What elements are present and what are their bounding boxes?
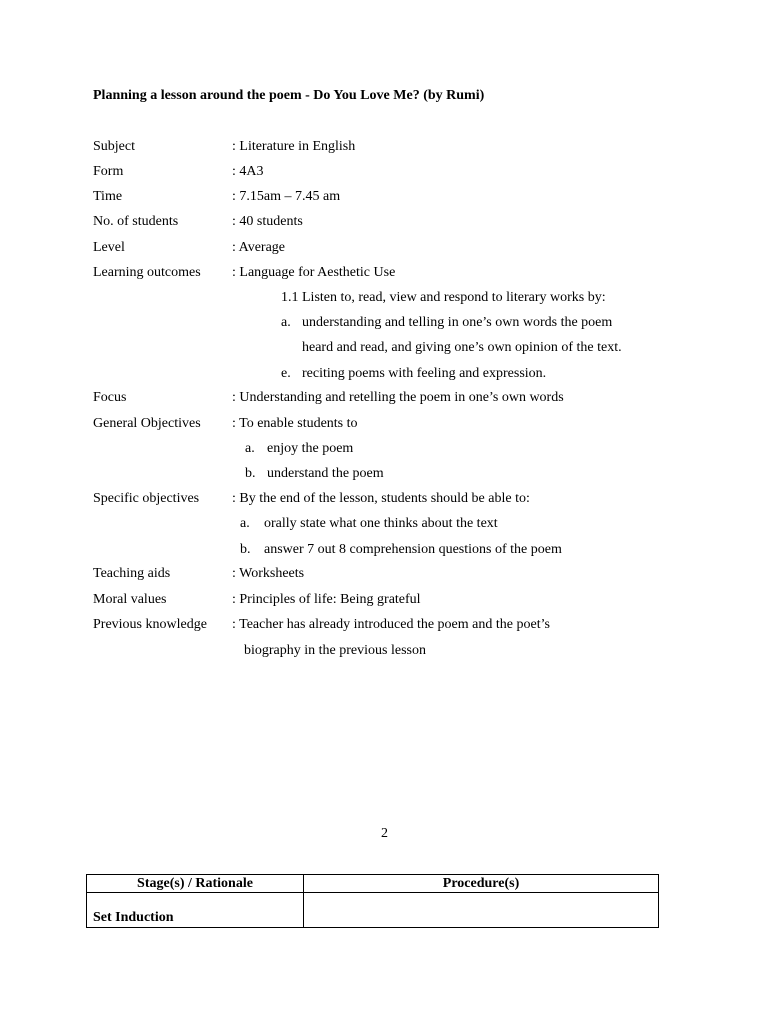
focus-label: Focus bbox=[93, 390, 127, 405]
learning-outcome-marker: a. bbox=[281, 315, 291, 330]
previous-knowledge-value: : Teacher has already introduced the poem and the poet’s bbox=[232, 617, 550, 632]
general-objective-marker: b. bbox=[245, 466, 256, 481]
general-objective-text: understand the poem bbox=[267, 466, 384, 481]
learning-outcomes-label: Learning outcomes bbox=[93, 265, 201, 280]
specific-objective-text: answer 7 out 8 comprehension questions of the poem bbox=[264, 542, 562, 557]
general-objectives-value: : To enable students to bbox=[232, 416, 358, 431]
specific-objective-marker: b. bbox=[240, 542, 251, 557]
learning-outcome-text: understanding and telling in one’s own words the poem bbox=[302, 315, 613, 330]
time-value: : 7.15am – 7.45 am bbox=[232, 189, 341, 204]
procedure-header: Procedure(s) bbox=[304, 875, 659, 893]
procedure-cell bbox=[304, 893, 659, 928]
previous-knowledge-continuation: biography in the previous lesson bbox=[244, 643, 426, 658]
learning-outcome-text-continued: heard and read, and giving one’s own opinion of the text. bbox=[302, 340, 622, 355]
stage-rationale-header: Stage(s) / Rationale bbox=[87, 875, 304, 893]
specific-objective-text: orally state what one thinks about the text bbox=[264, 516, 498, 531]
general-objective-text: enjoy the poem bbox=[267, 441, 354, 456]
page-title: Planning a lesson around the poem - Do You Love Me? (by Rumi) bbox=[93, 88, 485, 103]
teaching-aids-value: : Worksheets bbox=[232, 566, 305, 581]
table-header-row bbox=[87, 875, 659, 893]
level-label: Level bbox=[93, 240, 125, 255]
subject-value: : Literature in English bbox=[232, 139, 356, 154]
specific-objectives-label: Specific objectives bbox=[93, 491, 200, 506]
general-objectives-label: General Objectives bbox=[93, 416, 201, 431]
moral-values-value: : Principles of life: Being grateful bbox=[232, 592, 421, 607]
lesson-plan-table bbox=[86, 874, 659, 928]
specific-objective-marker: a. bbox=[240, 516, 250, 531]
general-objective-marker: a. bbox=[245, 441, 255, 456]
subject-label: Subject bbox=[93, 139, 135, 154]
level-value: : Average bbox=[232, 240, 285, 255]
learning-outcome-text: reciting poems with feeling and expression. bbox=[302, 366, 547, 381]
focus-value: : Understanding and retelling the poem in one’s own words bbox=[232, 390, 564, 405]
students-label: No. of students bbox=[93, 214, 179, 229]
page-number: 2 bbox=[381, 826, 388, 841]
moral-values-label: Moral values bbox=[93, 592, 167, 607]
specific-objectives-value: : By the end of the lesson, students should be able to: bbox=[232, 491, 530, 506]
previous-knowledge-label: Previous knowledge bbox=[93, 617, 207, 632]
learning-outcome-marker: e. bbox=[281, 366, 291, 381]
learning-outcomes-subheading: 1.1 Listen to, read, view and respond to literary works by: bbox=[281, 290, 606, 305]
learning-outcomes-value: : Language for Aesthetic Use bbox=[232, 265, 396, 280]
form-label: Form bbox=[93, 164, 124, 179]
stage-cell: Set Induction bbox=[87, 893, 304, 928]
time-label: Time bbox=[93, 189, 123, 204]
students-value: : 40 students bbox=[232, 214, 303, 229]
teaching-aids-label: Teaching aids bbox=[93, 566, 171, 581]
table-row bbox=[87, 893, 659, 928]
form-value: : 4A3 bbox=[232, 164, 264, 179]
